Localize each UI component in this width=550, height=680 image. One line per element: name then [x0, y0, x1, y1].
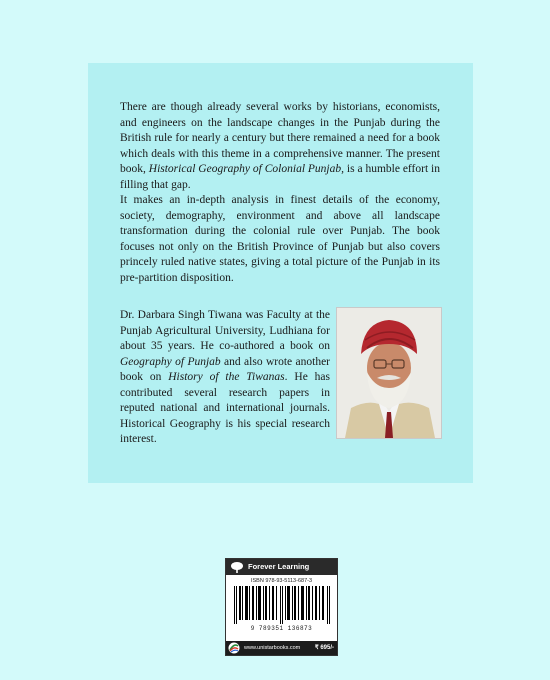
tree-logo-icon — [230, 561, 244, 573]
publisher-logo-icon — [228, 642, 240, 654]
author-photo — [336, 307, 442, 439]
isbn-digits: 9 789351 136873 — [250, 625, 313, 632]
book-geography-of-punjab: Geography of Punjab — [120, 355, 221, 368]
barcode-label — [225, 558, 338, 656]
book-history-of-tiwanas: History of the Tiwanas — [168, 371, 285, 383]
barcode-bars — [234, 586, 330, 624]
synopsis-paragraph-1: There are though already several works by historians, economists, and engineers on the landscape changes in the Punjab during the British rule for nearly a century but there remained a need for a book which deals with this theme in a comprehensive manner. The present book, Historical Geography of Colonial Punjab, is a humble effort in filling that gap. — [120, 101, 440, 191]
publisher-url: www.unistarbooks.com — [244, 645, 301, 651]
book-title: Historical Geography of Colonial Punjab, — [148, 163, 344, 175]
barcode-header — [226, 559, 337, 575]
price: ₹ 695/- — [314, 645, 334, 651]
brand-tagline: Forever Learning — [248, 562, 310, 571]
author-bio: Dr. Darbara Singh Tiwana was Faculty at the Punjab Agricultural University, Ludhiana for about 35 years. He co-authored a book on Geography of Punjab and also wrote another book on History of the Tiwanas. He has contributed several research papers in reputed national and international journals. Historical Geography is his special research interest. — [120, 309, 330, 445]
publisher-footer — [226, 641, 337, 655]
book-synopsis — [120, 100, 440, 286]
isbn-label: ISBN 978-93-5113-687-3 — [250, 578, 313, 584]
synopsis-paragraph-2: It makes an in-depth analysis in finest details of the economy, society, demography, environment and above all landscape transformation during the colonial rule over Punjab. The book focuses not only on the British Province of Punjab but also covers princely ruled native states, giving a total picture of the Punjab in its pre-partition disposition. — [120, 194, 440, 284]
